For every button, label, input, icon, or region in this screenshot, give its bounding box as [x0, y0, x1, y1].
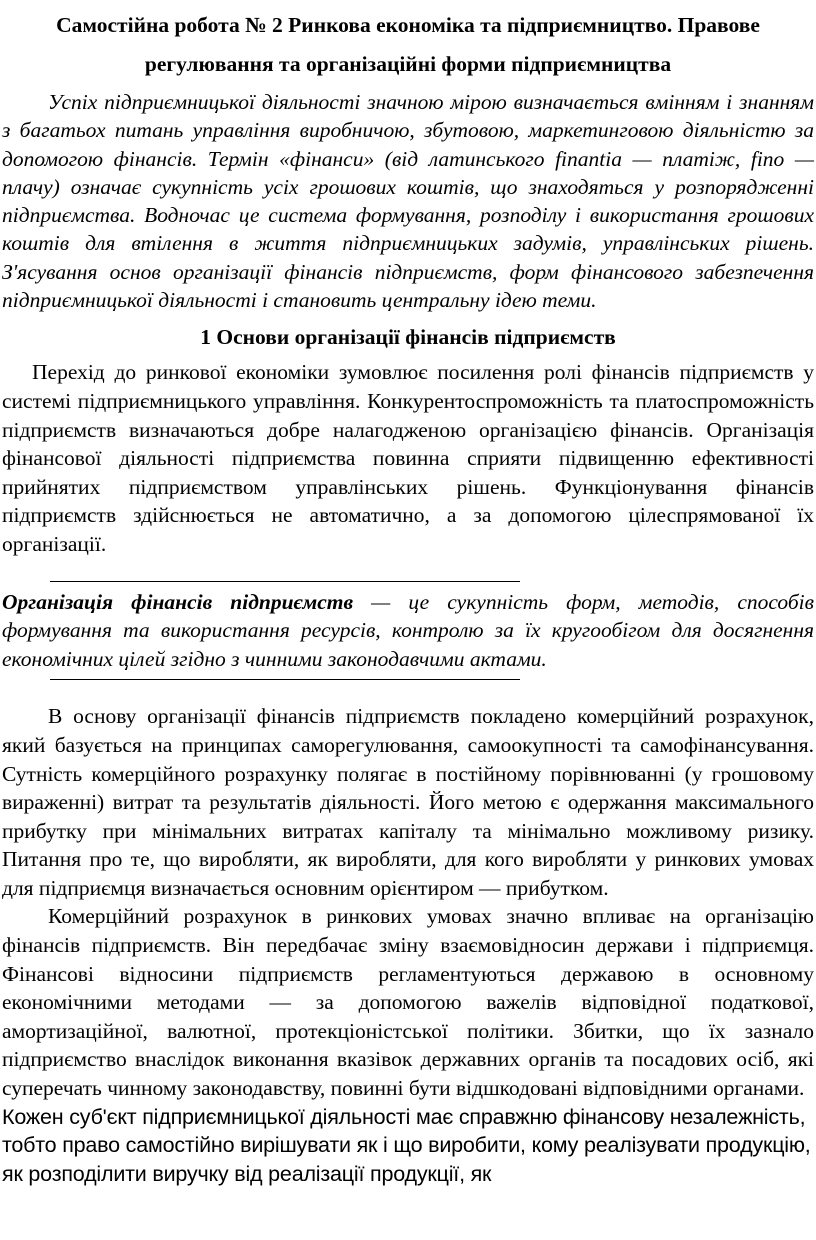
- definition-block: [2, 588, 814, 674]
- divider-bottom: [50, 679, 520, 680]
- divider-top: [50, 581, 520, 582]
- definition-term: Організація фінансів підприємств: [2, 589, 354, 614]
- body-paragraph: Кожен суб'єкт підприємницької діяльності має справжню фінансову незалежність, тобто право самостійно вирішувати як і що виробити, кому реалізувати продукцію, як розподілити виручку від реалізації продукції, як: [2, 1104, 811, 1186]
- body-paragraph: В основу організації фінансів підприємств покладено комерційний розрахунок, який базується на принципах саморегулювання, самоокупності та самофінансування. Сутність комерційного розрахунку полягає в постійному порівнюванні (у грошовому вираженні) витрат та результатів діяльності. Його метою є одержання максимального прибутку при мінімальних витратах капіталу та мінімально можливому ризику. Питання про те, що виробляти, як виробляти, для кого виробляти у ринкових умовах для підприємця визначається основним орієнтиром — прибутком.: [2, 704, 814, 900]
- body-paragraph: Перехід до ринкової економіки зумовлює посилення ролі фінансів підприємств у системі підприємницького управління. Конкурентоспроможність та платоспроможність підприємств визначаються добре налагодженою організацією фінансів. Організація фінансової діяльності підприємства повинна сприяти підвищенню ефективності прийнятих підприємством управлінських рішень. Функціонування фінансів підприємств здійснюється не автоматично, а за допомогою цілеспрямованої їх організації.: [2, 360, 814, 556]
- definition-text: — це сукупність форм, методів, способів формування та використання ресурсів, контролю за їх кругообігом для досягнення економічних цілей згідно з чинними законодавчими актами.: [2, 589, 814, 671]
- intro-paragraph: Успіх підприємницької діяльності значною мірою визначається вмінням і знанням з багатьох питань управління виробничою, збутовою, маркетинговою діяльністю за допомогою фінансів. Термін «фінанси» (від латинського finantia — платіж, fino — плачу) означає сукупність усіх грошових коштів, що знаходяться у розпорядженні підприємства. Водночас це система формування, розподілу і використання грошових коштів для втілення в життя підприємницьких задумів, управлінських рішень. З'ясування основ організації фінансів підприємств, форм фінансового забезпечення підприємницької діяльності і становить центральну ідею теми.: [2, 90, 814, 313]
- document-title: Самостійна робота № 2 Ринкова економіка та підприємництво. Правове регулювання та організаційні форми підприємництва: [56, 13, 760, 76]
- body-paragraph: Комерційний розрахунок в ринкових умовах значно впливає на організацію фінансів підприємств. Він передбачає зміну взаємовідносин держави і підприємця. Фінансові відносини підприємств регламентуються державою в основному економічними методами — за допомогою важелів відповідної податкової, амортизаційної, валютної, протекціоністської політики. Збитки, що їх зазнало підприємство внаслідок виконання вказівок державних органів та посадових осіб, які суперечать чинному законодавству, повинні бути відшкодовані відповідними органами.: [2, 904, 814, 1101]
- section-heading: 1 Основи організації фінансів підприємств: [200, 325, 616, 350]
